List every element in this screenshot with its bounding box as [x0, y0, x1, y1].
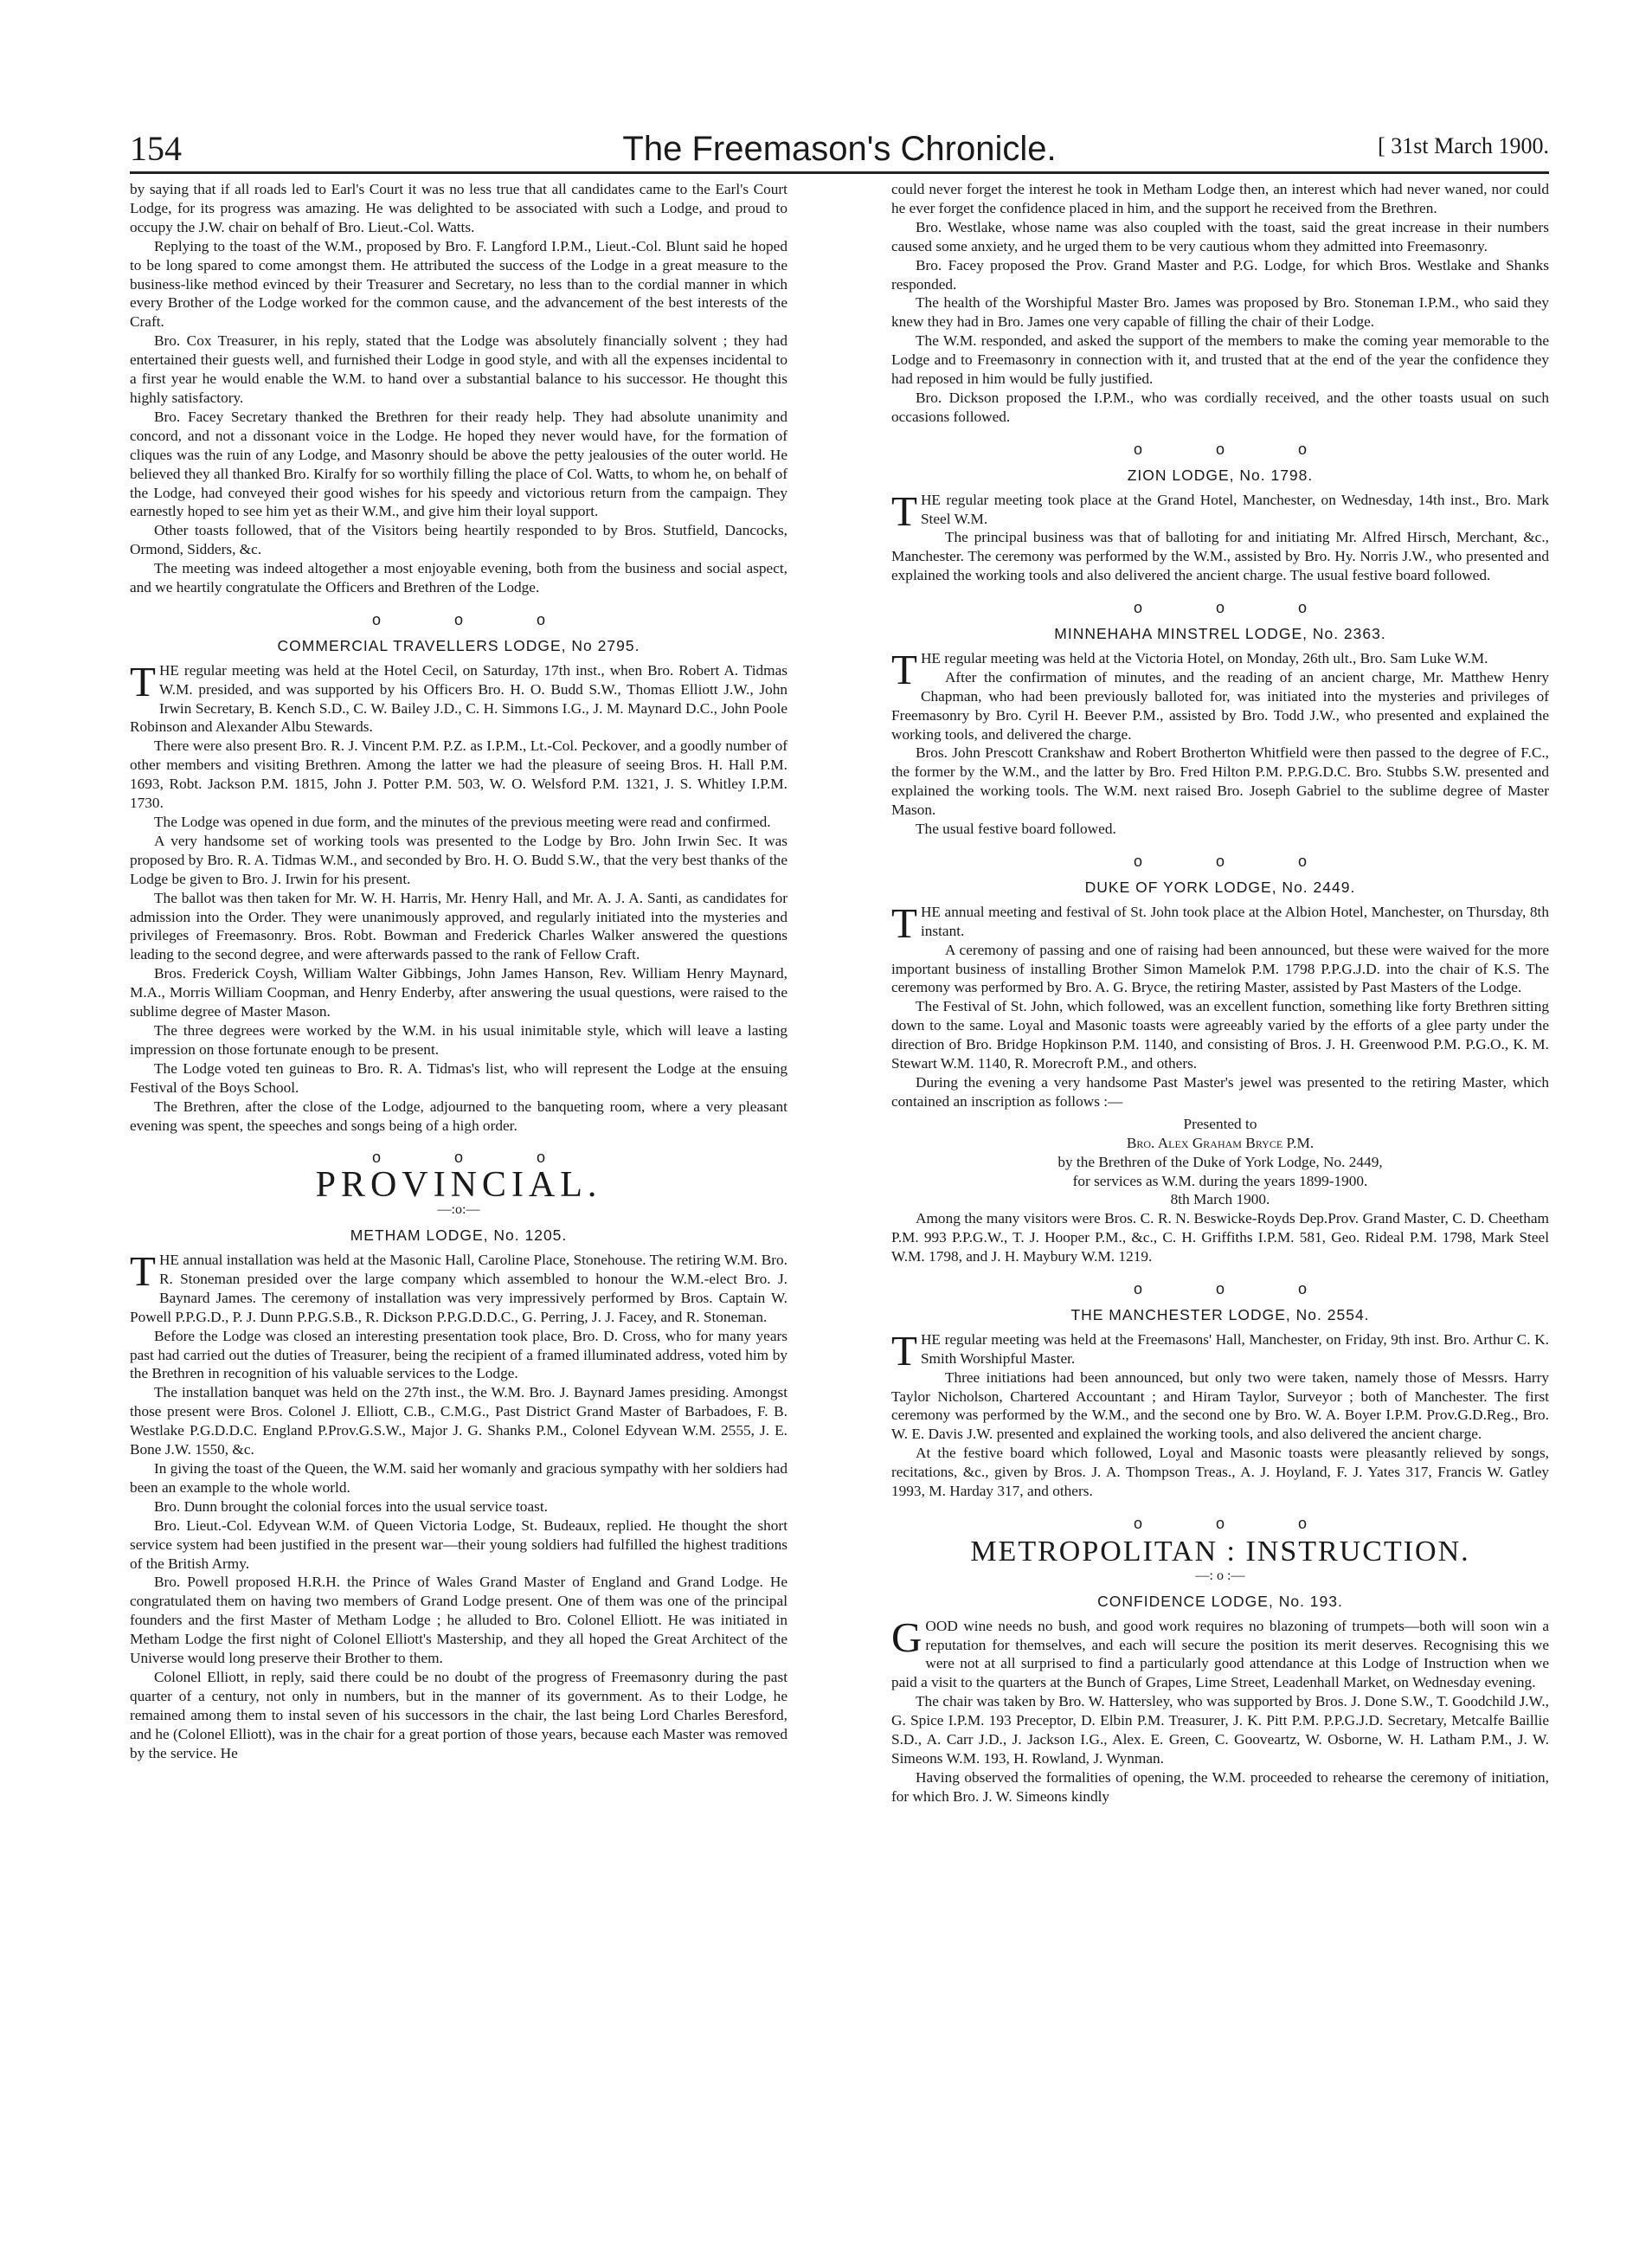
separator: —: o :—: [1195, 1568, 1245, 1583]
lodge-heading: MINNEHAHA MINSTREL LODGE, No. 2363.: [1054, 625, 1386, 643]
issue-date: [ 31st March 1900.: [1378, 133, 1549, 158]
lead-paragraph: [891, 1613, 1549, 1693]
drop-cap: T: [130, 1247, 156, 1296]
paragraph: Colonel Elliott, in reply, said there could be no doubt of the progress of Freemasonry during the past quarter of a century, not only in numbers, but in the manner of its government. As to their Lodge, he remained among them to instal seven of his successors in the chair, the last being Lord Charles Beresford, and he (Colonel Elliott), was in the chair for a great portion of those years, because each Master was removed by the service. He: [130, 1668, 787, 1761]
section-divider: o o o: [1133, 1280, 1342, 1298]
lead-text: HE regular meeting was held at the Hotel Cecil, on Saturday, 17th inst., when Bro. Robert A. Tidmas W.M. presided, and was supported by his Officers Bro. H. O. Budd S.W., Thomas Elliott J.W., John Irwin Secretary, B. Kench S.D., C. W. Bailey J.D., C. H. Simmons I.G., J. M. Maynard D.C., John Poole Robinson and Alexander Albu Stewards.: [130, 661, 787, 736]
paragraph: Bro. Lieut.-Col. Edyvean W.M. of Queen Victoria Lodge, St. Budeaux, replied. He thought the short service system had been justified in the present war—their young soldiers had fulfilled the highest traditions of the British Army.: [130, 1516, 787, 1572]
paragraph: Bro. Dickson proposed the I.P.M., who was cordially received, and the other toasts usual on such occasions followed.: [891, 389, 1549, 425]
right-column: [891, 180, 1549, 1806]
paragraph: Other toasts followed, that of the Visitors being heartily responded to by Bros. Stutfield, Dancocks, Ormond, Sidders, &c.: [130, 522, 787, 558]
paragraph: During the evening a very handsome Past Master's jewel was presented to the retiring Master, which contained an inscription as follows :—: [891, 1073, 1549, 1110]
lead-text: HE annual installation was held at the Masonic Hall, Caroline Place, Stonehouse. The retiring W.M. Bro. R. Stoneman presided over the large company which assembled to honour the W.M.-elect Bro. J. Baynard James. The ceremony of installation was very impressively performed by Bros. Captain W. Powell P.P.G.D., P. J. Dunn P.P.G.S.B., R. Dickson P.P.G.D.D.C., G. Perring, J. J. Facey, and R. Stoneman.: [130, 1252, 787, 1325]
drop-cap: T: [891, 486, 917, 535]
lodge-heading: METHAM LODGE, No. 1205.: [350, 1227, 568, 1245]
paragraph: The Festival of St. John, which followed, was an excellent function, something like forty Brethren sitting down to the same. Loyal and Masonic toasts were agreeably varied by the efforts of a glee party under the direction of Bro. Bridge Hopkinson P.M. 1140, and consisting of Bros. J. H. Greenwood P.M. P.G.O., K. M. Stewart W.M. 1140, R. Morecroft P.M., and others.: [891, 998, 1549, 1072]
drop-cap: T: [130, 657, 156, 705]
paragraph: The health of the Worshipful Master Bro. James was proposed by Bro. Stoneman I.P.M., who said they knew they had in Bro. James one very capable of filling the chair of their Lodge.: [891, 294, 1549, 331]
section-title: METROPOLITAN : INSTRUCTION.: [970, 1535, 1470, 1568]
section-divider: o o o: [1133, 599, 1342, 617]
paragraph: Bro. Powell proposed H.R.H. the Prince of Wales Grand Master of England and Grand Lodge. He congratulated them on having two members of Grand Lodge present. One of them was one of the principal founders and the first Master of Metham Lodge ; he alluded to Bro. Colonel Elliott. He was initiated in Metham Lodge the first night of Colonel Elliott's Mastership, and they all hoped the Great Architect of the Universe would long preserve their Brother to them.: [130, 1574, 787, 1667]
paragraph: A ceremony of passing and one of raising had been announced, but these were waived for the more important business of installing Brother Simon Mamelok P.M. 1798 P.P.G.J.D. into the chair of K.S. The ceremony was performed by Bro. A. G. Bryce, the retiring Master, assisted by Past Masters of the Lodge.: [891, 941, 1549, 996]
lodge-heading: ZION LODGE, No. 1798.: [1127, 466, 1314, 484]
paragraph: Bro. Cox Treasurer, in his reply, stated that the Lodge was absolutely financially solvent ; they had entertained their guests well, and furnished their Lodge in good style, and with all the expenses incidental to a first year he would enable the W.M. to hand over a substantial balance to his successor. He thought this highly satisfactory.: [130, 332, 787, 406]
paragraph: After the confirmation of minutes, and the reading of an ancient charge, Mr. Matthew Henry Chapman, who had been previously balloted for, was initiated into the mysteries and privileges of Freemasonry by Bro. Cyril H. Beever P.M., assisted by Bro. Todd J.W., who presented and explained the working tools, and delivered the charge.: [891, 668, 1549, 743]
paragraph: The meeting was indeed altogether a most enjoyable evening, both from the business and social aspect, and we heartily congratulate the Officers and Brethren of the Lodge.: [130, 560, 787, 596]
paragraph: Bros. Frederick Coysh, William Walter Gibbings, John James Hanson, Rev. William Henry Maynard, M.A., Morris William Coopman, and Henry Enderby, after answering the usual questions, were raised to the sublime degree of Master Mason.: [130, 965, 787, 1020]
lodge-heading: COMMERCIAL TRAVELLERS LODGE, No 2795.: [277, 636, 640, 654]
paragraph: by saying that if all roads led to Earl's Court it was no less true that all candidates came to the Earl's Court Lodge, for its progress was amazing. He was delighted to be associated with such a Lodge, and proud to occupy the J.W. chair on behalf of Bro. Lieut.-Col. Watts.: [130, 181, 787, 235]
inscription-line: 8th March 1900.: [1170, 1191, 1270, 1208]
section-divider: o o o: [1133, 440, 1342, 458]
inscription-line: Bro. Alex Graham Bryce P.M.: [1126, 1134, 1315, 1151]
lead-text: HE regular meeting was held at the Freemasons' Hall, Manchester, on Friday, 9th inst. Bro. Arthur C. K. Smith Worshipful Master.: [920, 1330, 1549, 1367]
paragraph: The usual festive board followed.: [916, 821, 1116, 838]
paragraph: Among the many visitors were Bros. C. R. N. Beswicke-Royds Dep.Prov. Grand Master, C. D. Cheetham P.M. 993 P.P.G.W., T. J. Hooper P.M., &c., C. H. Griffiths I.P.M. 581, Geo. Rideal P.M. 1798, Mark Steel W.M. 1798, and J. H. Maybury W.M. 1219.: [891, 1210, 1549, 1265]
lead-paragraph: [891, 645, 1549, 693]
page-header: [130, 130, 1549, 168]
drop-cap: T: [891, 645, 917, 693]
paragraph: At the festive board which followed, Loyal and Masonic toasts were pleasantly relieved by songs, recitations, &c., given by Bros. J. A. Thompson Treas., A. J. Hoyland, F. J. Yates 317, Francis W. Gatley 1993, M. Harday 317, and others.: [891, 1445, 1549, 1500]
drop-cap: G: [891, 1613, 922, 1661]
left-column: [130, 180, 787, 1763]
lead-text: HE annual meeting and festival of St. John took place at the Albion Hotel, Manchester, on Thursday, 8th instant.: [920, 903, 1549, 939]
paragraph: The chair was taken by Bro. W. Hattersley, who was supported by Bros. J. Done S.W., T. Goodchild J.W., G. Spice I.P.M. 193 Preceptor, D. Elbin P.M. Treasurer, J. K. Pitt P.M. P.P.G.J.D. Secretary, Metcalfe Baillie S.D., A. Carr J.D., J. Jackson I.G., Alex. E. Green, C. Gooveartz, W. Osborne, W. H. Latham P.M., J. W. Simeons W.M. 193, H. Rowland, J. Wynman.: [891, 1693, 1549, 1767]
section-divider: o o o: [1133, 853, 1342, 870]
lead-text: OOD wine needs no bush, and good work requires no blazoning of trumpets—both will soon win a reputation for themselves, and each will secure the position its merit deserves. Recognising this we were not at all surprised to find a particularly good attendance at this Lodge of Instruction when we paid a visit to the quarters at the Bunch of Grapes, Lime Street, Leadenhall Market, on Wednesday evening.: [891, 1617, 1549, 1691]
inscription-line: for services as W.M. during the years 1899-1900.: [1072, 1172, 1368, 1189]
drop-cap: T: [891, 1326, 917, 1375]
header-rule: [130, 171, 1549, 174]
lead-text: HE regular meeting took place at the Grand Hotel, Manchester, on Wednesday, 14th inst., Bro. Mark Steel W.M.: [920, 491, 1549, 527]
separator: —:o:—: [437, 1202, 480, 1218]
paragraph: A very handsome set of working tools was presented to the Lodge by Bro. John Irwin Sec. It was proposed by Bro. R. A. Tidmas W.M., and seconded by Bro. H. O. Budd S.W., that the very best thanks of the Lodge be given to Bro. J. Irwin for his present.: [130, 832, 787, 887]
paragraph: Bro. Westlake, whose name was also coupled with the toast, said the great increase in their numbers caused some anxiety, and he urged them to be very cautious whom they admitted into Freemasonry.: [891, 218, 1549, 254]
section-title: PROVINCIAL.: [315, 1165, 602, 1206]
lead-paragraph: [130, 657, 787, 737]
inscription-line: Presented to: [1183, 1115, 1257, 1132]
paragraph: Bros. John Prescott Crankshaw and Robert Brotherton Whitfield were then passed to the degree of F.C., the former by the W.M., and the latter by Bro. Fred Hilton P.M. P.P.G.D.C. Bro. Stubbs S.W. presented and explained the working tools. The W.M. next raised Bro. Joseph Gabriel to the sublime degree of Master Mason.: [891, 744, 1549, 819]
newspaper-title: The Freemason's Chronicle.: [622, 130, 1057, 168]
paragraph: Having observed the formalities of opening, the W.M. proceeded to rehearse the ceremony of initiation, for which Bro. J. W. Simeons kindly: [891, 1768, 1549, 1805]
section-divider: o o o: [371, 1149, 581, 1167]
section-divider: o o o: [371, 610, 581, 628]
paragraph: The installation banquet was held on the 27th inst., the W.M. Bro. J. Baynard James presiding. Amongst those present were Bros. Colonel J. Elliott, C.B., C.M.G., Past District Grand Master of Barbadoes, F. B. Westlake P.G.D.D.C. England P.Prov.G.S.W., Major J. G. Shanks P.M., Colonel Edyvean W.M. 2555, J. E. Bone J.W. 1550, &c.: [130, 1384, 787, 1458]
paragraph: Replying to the toast of the W.M., proposed by Bro. F. Langford I.P.M., Lieut.-Col. Blunt said he hoped to be long spared to come amongst them. He attributed the success of the Lodge in a great measure to the business-like method evinced by their Treasurer and Secretary, no less than to the cordial manner in which every Brother of the Lodge worked for the common cause, and the advancement of the best interests of the Craft.: [130, 237, 787, 331]
lead-paragraph: [891, 486, 1549, 535]
paragraph: The principal business was that of balloting for and initiating Mr. Alfred Hirsch, Merchant, &c., Manchester. The ceremony was performed by the W.M., assisted by Bro. Hy. Norris J.W., who presented and explained the working tools and also delivered the ancient charge. The usual festive board followed.: [891, 529, 1549, 584]
lead-paragraph: [891, 1326, 1549, 1375]
lead-paragraph: [130, 1247, 787, 1327]
paragraph: could never forget the interest he took in Metham Lodge then, an interest which had never waned, nor could he ever forget the confidence placed in him, and the support he received from the Brethren.: [891, 181, 1549, 216]
lodge-heading: DUKE OF YORK LODGE, No. 2449.: [1084, 878, 1356, 896]
paragraph: In giving the toast of the Queen, the W.M. said her womanly and gracious sympathy with her soldiers had been an example to the whole world.: [130, 1460, 787, 1496]
paragraph: The ballot was then taken for Mr. W. H. Harris, Mr. Henry Hall, and Mr. A. J. A. Santi, as candidates for admission into the Order. They were unanimously approved, and regularly initiated into the mysteries and privileges of Freemasonry. Bros. Robt. Bowman and Frederick Charles Walker answered the questions leading to the second degree, and were afterwards passed to the rank of Fellow Craft.: [130, 889, 787, 963]
paragraph: Bro. Facey proposed the Prov. Grand Master and P.G. Lodge, for which Bros. Westlake and Shanks responded.: [891, 256, 1549, 293]
paragraph: Bro. Dunn brought the colonial forces into the usual service toast.: [154, 1497, 548, 1515]
lodge-heading: THE MANCHESTER LODGE, No. 2554.: [1070, 1305, 1370, 1323]
lead-paragraph: [891, 898, 1549, 947]
paragraph: Bro. Facey Secretary thanked the Brethren for their ready help. They had absolute unanimity and concord, and not a dissonant voice in the Lodge. He hoped they never would have, for the formation of cliques was the ruin of any Lodge, and Masonry should be above the petty jealousies of the outer world. He believed they all thanked Bro. Kiralfy for so worthily filling the place of Col. Watts, to whom he, on behalf of the Lodge, had conveyed their good wishes for his speedy and victorious return from the campaign. They earnestly hoped to see him yet as their W.M., and give him their loyal support.: [130, 408, 787, 520]
page-number: 154: [130, 129, 182, 168]
section-divider: o o o: [1133, 1515, 1342, 1532]
paragraph: There were also present Bro. R. J. Vincent P.M. P.Z. as I.P.M., Lt.-Col. Peckover, and a goodly number of other members and visiting Brethren. Among the latter we had the pleasure of seeing Bros. H. Hall P.M. 1693, Robt. Jackson P.M. 1815, John J. Potter P.M. 503, W. O. Welsford P.M. 1321, J. S. Whitley I.P.M. 1730.: [130, 737, 787, 812]
paragraph: The three degrees were worked by the W.M. in his usual inimitable style, which will leave a lasting impression on those fortunate enough to be present.: [130, 1021, 787, 1058]
paragraph: Three initiations had been announced, but only two were taken, namely those of Messrs. Harry Taylor Nicholson, Chartered Accountant ; and Hiram Taylor, Surveyor ; both of Manchester. The first ceremony was performed by the W.M., and the second one by Bro. W. A. Boyer I.P.M. Prov.G.D.Reg., Bro. W. E. Davis J.W. presented and explained the working tools, and also delivered the ancient charge.: [891, 1368, 1549, 1443]
paragraph: The W.M. responded, and asked the support of the members to make the coming year memorable to the Lodge and to Freemasonry in connection with it, and trusted that at the end of the year the confidence they had reposed in him would be fully justified.: [891, 332, 1549, 388]
paragraph: Before the Lodge was closed an interesting presentation took place, Bro. D. Cross, who for many years past had carried out the duties of Treasurer, being the recipient of a framed illuminated address, voted him by the Brethren in recognition of his valuable services to the Lodge.: [130, 1327, 787, 1382]
drop-cap: T: [891, 898, 917, 947]
paragraph: The Brethren, after the close of the Lodge, adjourned to the banqueting room, where a very pleasant evening was spent, the speeches and songs being of a high order.: [130, 1098, 787, 1134]
paragraph: The Lodge voted ten guineas to Bro. R. A. Tidmas's list, who will represent the Lodge at the ensuing Festival of the Boys School.: [130, 1059, 787, 1096]
paragraph: The Lodge was opened in due form, and the minutes of the previous meeting were read and confirmed.: [154, 814, 771, 830]
lead-text: HE regular meeting was held at the Victoria Hotel, on Monday, 26th ult., Bro. Sam Luke W.M.: [920, 649, 1488, 666]
lodge-heading: CONFIDENCE LODGE, No. 193.: [1097, 1592, 1343, 1610]
inscription-line: by the Brethren of the Duke of York Lodge, No. 2449,: [1057, 1153, 1383, 1170]
